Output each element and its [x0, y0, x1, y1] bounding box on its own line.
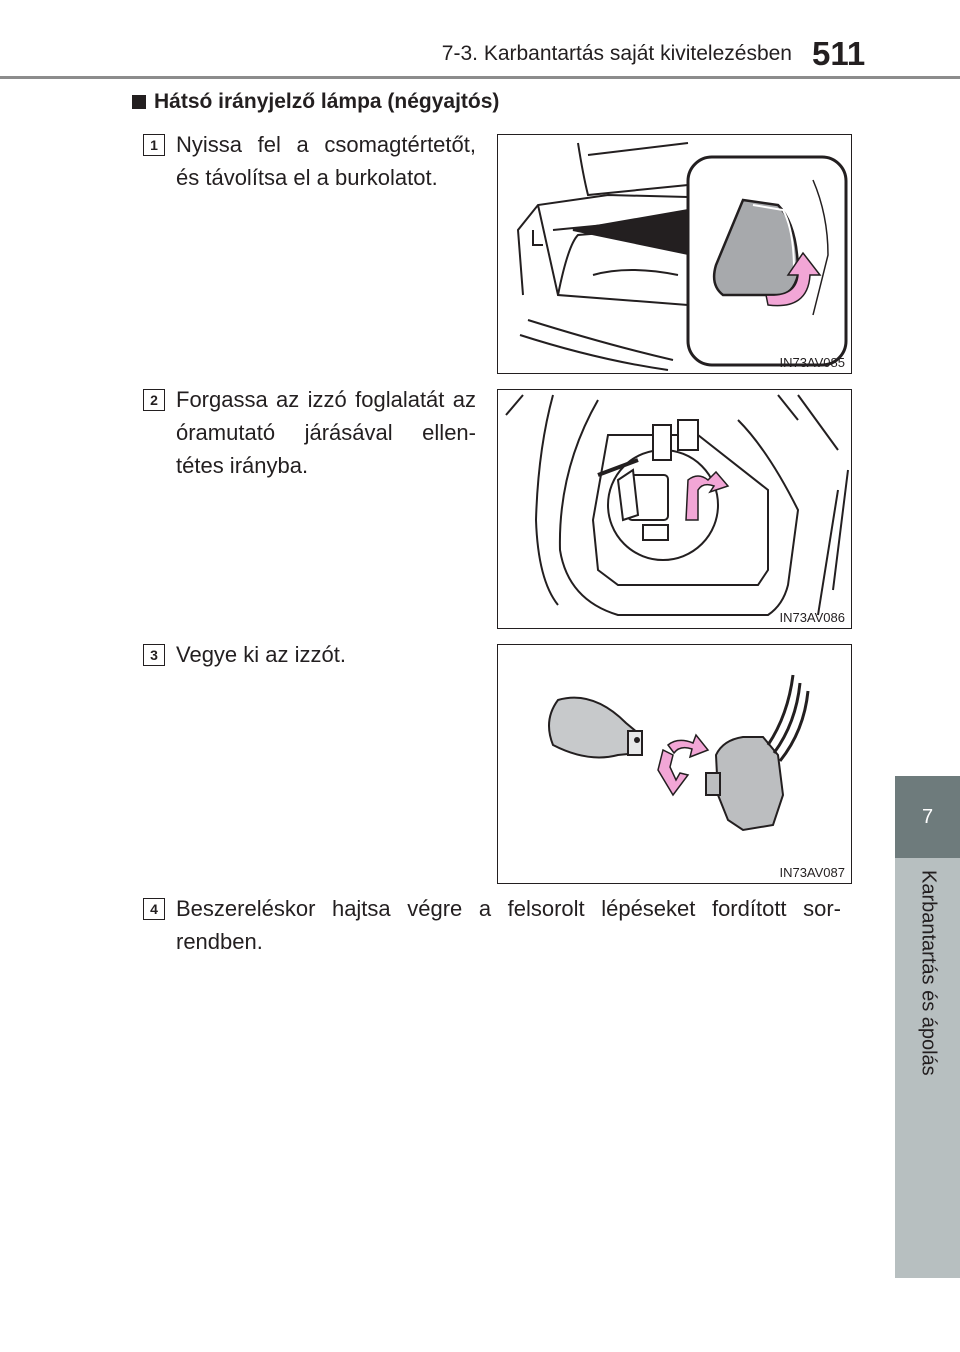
- step-number-2: 2: [143, 389, 165, 411]
- header-rule: [0, 76, 960, 79]
- trunk-illustration: [498, 135, 851, 373]
- figure-id-1: IN73AV085: [779, 355, 845, 370]
- bulb-illustration: [498, 645, 851, 883]
- section-title-text: Hátsó irányjelző lámpa (négyajtós): [154, 90, 500, 113]
- chapter-label-wrap: [913, 870, 943, 1270]
- page-number: 511: [812, 35, 866, 72]
- square-bullet-icon: [132, 95, 146, 109]
- chapter-label: Karbantartás és ápolás: [917, 870, 940, 1076]
- figure-id-3: IN73AV087: [779, 865, 845, 880]
- figure-trunk-cover: [497, 134, 852, 374]
- step-text-3: Vegye ki az izzót.: [176, 642, 346, 667]
- socket-illustration: [498, 390, 851, 628]
- step-text-2: Forgassa az izzó foglalatát az óramutató járásával ellen-tétes irányba.: [176, 387, 476, 478]
- step-text-4: Beszereléskor hajtsa végre a felsorolt lépéseket fordított sor-rendben.: [176, 896, 841, 954]
- figure-bulb-socket: [497, 389, 852, 629]
- step-number-3: 3: [143, 644, 165, 666]
- running-header: 7-3. Karbantartás saját kivitelezésben: [441, 42, 792, 65]
- step-number-4: 4: [143, 898, 165, 920]
- figure-id-2: IN73AV086: [779, 610, 845, 625]
- chapter-tab: [895, 776, 960, 858]
- step-number-1: 1: [143, 134, 165, 156]
- chapter-number: 7: [921, 806, 934, 828]
- step-text-1: Nyissa fel a csomagtértetőt, és távolítsa el a burkolatot.: [176, 132, 476, 190]
- figure-bulb-removal: [497, 644, 852, 884]
- section-title: [132, 90, 499, 114]
